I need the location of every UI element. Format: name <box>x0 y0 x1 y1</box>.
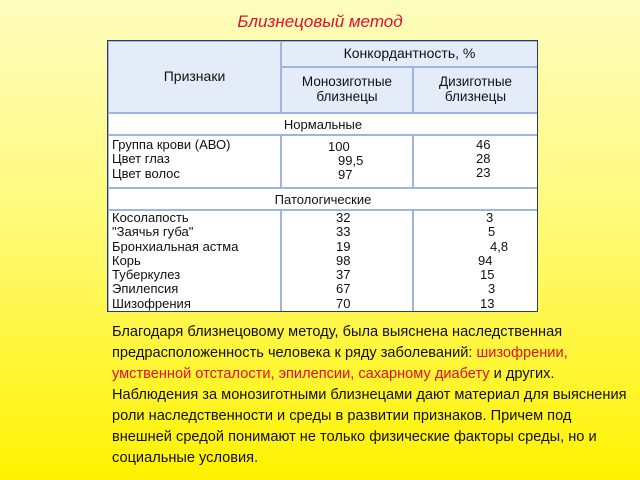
header-di-cell <box>414 68 537 112</box>
header-di: Дизиготные близнецы <box>438 74 513 104</box>
section-pathological-label: Патологические <box>274 192 372 207</box>
pathological-name: Косолапость <box>112 210 189 225</box>
pathological-mono-value: 70 <box>336 295 351 311</box>
pathological-mono-cell <box>282 211 412 311</box>
normal-name: Группа крови (АВО) <box>112 137 231 152</box>
description-highlight: шизофрении, умственной отсталости, эпилепсии, сахарному диабету <box>112 345 568 382</box>
pathological-mono-value: 19 <box>336 238 351 254</box>
header-mono-cell <box>282 68 412 112</box>
slide-title: Близнецовый метод <box>237 12 403 31</box>
section-pathological-cell <box>109 189 537 209</box>
normal-names-cell <box>109 136 280 187</box>
pathological-di-value: 15 <box>480 267 495 283</box>
pathological-name: Бронхиальная астма <box>112 238 239 254</box>
pathological-di-value: 3 <box>488 281 496 297</box>
pathological-di-value: 5 <box>488 224 496 240</box>
pathological-names-cell <box>109 211 280 311</box>
header-traits: Признаки <box>163 68 226 84</box>
normal-name: Цвет волос <box>112 165 180 181</box>
pathological-name: "Заячья губа" <box>112 224 194 240</box>
normal-mono-cell <box>282 136 412 187</box>
normal-mono-value: 97 <box>338 167 353 182</box>
normal-di-cell <box>414 136 537 187</box>
normal-name: Цвет глаз <box>112 151 170 167</box>
description-part-2: и других. Наблюдения за монозиготными близнецами дают материал для выяснения роли наследственности и среды в развитии признаков. Причем под внешней средой понимают не только физические факторы среды, но и социальные условия. <box>112 366 627 466</box>
pathological-name: Туберкулез <box>112 267 181 283</box>
section-normal-cell <box>109 114 537 134</box>
pathological-mono-value: 33 <box>336 224 351 240</box>
section-normal-label: Нормальные <box>283 117 363 132</box>
pathological-mono-value: 37 <box>336 267 351 283</box>
description-part-1: Благодаря близнецовому методу, была выяснена наследственная предрасположенность человека к ряду заболеваний: <box>112 324 563 361</box>
header-concordance-cell <box>282 42 537 66</box>
pathological-di-value: 4,8 <box>490 238 509 254</box>
pathological-di-cell <box>414 211 537 311</box>
pathological-mono-value: 98 <box>336 252 351 268</box>
pathological-di-value: 94 <box>478 252 493 268</box>
header-traits-cell <box>109 42 280 112</box>
normal-di-value: 23 <box>476 165 491 180</box>
concordance-table <box>107 40 538 312</box>
pathological-name: Корь <box>112 252 141 268</box>
normal-mono-value: 99,5 <box>338 153 364 168</box>
header-concordance: Конкордантность, % <box>343 45 476 61</box>
header-mono: Монозиготные близнецы <box>301 74 393 104</box>
pathological-di-value: 13 <box>480 295 495 311</box>
pathological-di-value: 3 <box>486 210 494 225</box>
normal-mono-value: 100 <box>328 139 350 154</box>
pathological-name: Шизофрения <box>112 295 191 311</box>
pathological-mono-value: 32 <box>336 210 351 225</box>
description-paragraph <box>112 322 632 469</box>
pathological-mono-value: 67 <box>336 281 351 297</box>
normal-di-value: 46 <box>476 137 491 152</box>
pathological-name: Эпилепсия <box>112 281 179 297</box>
normal-di-value: 28 <box>476 151 491 166</box>
